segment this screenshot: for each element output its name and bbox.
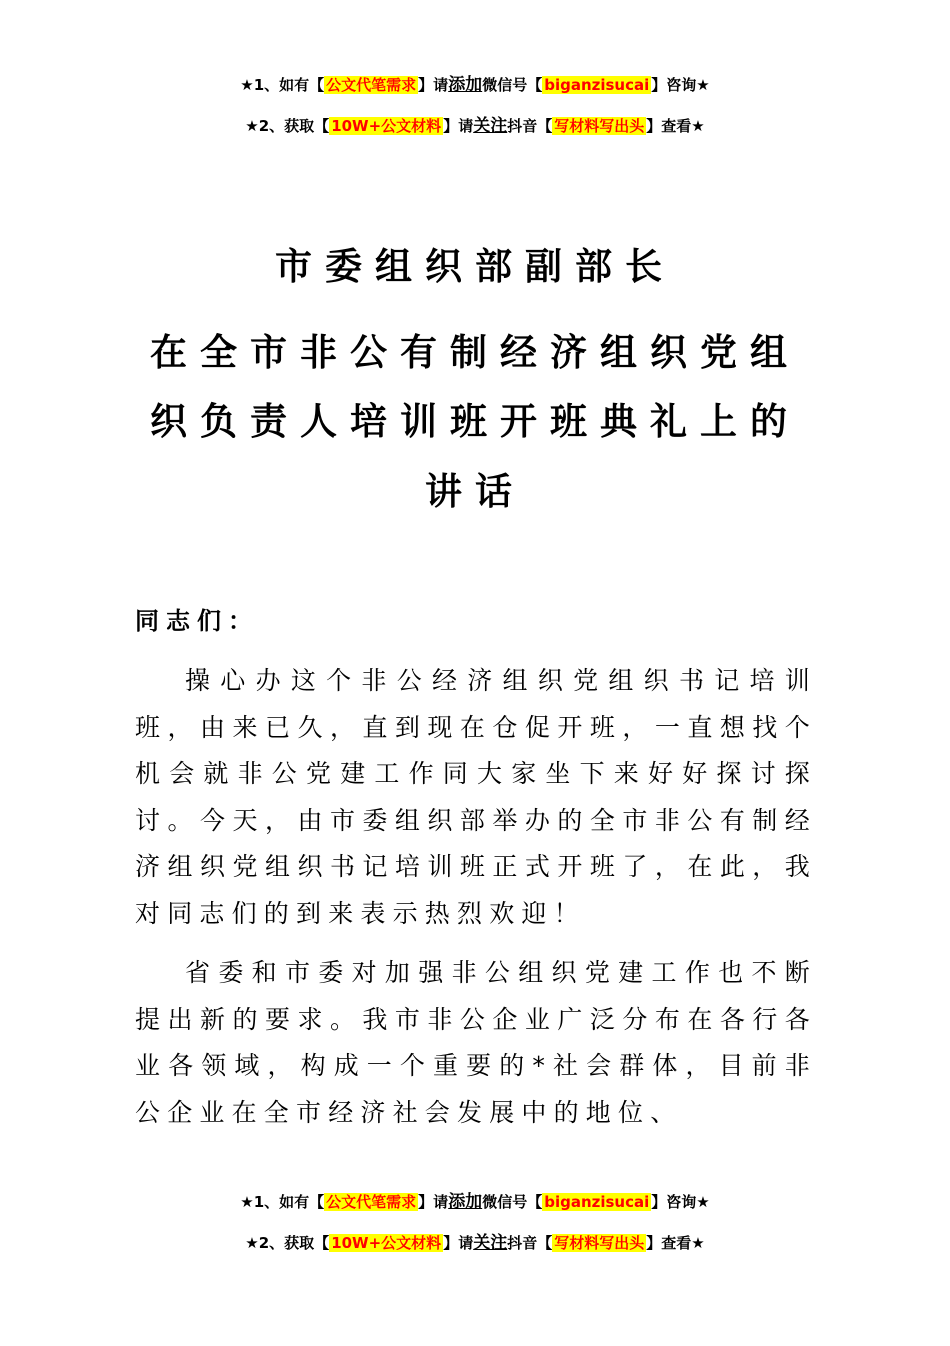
banner-text: 微信号【 [482, 1193, 543, 1211]
page-title-line2: 在全市非公有制经济组织党组 [150, 331, 800, 374]
banner-highlight-materials: 10W+公文材料 [331, 1234, 442, 1252]
banner-text: 】请 [443, 1234, 474, 1252]
banner-suffix: 】查看★ [646, 117, 705, 135]
banner-text: 】请 [418, 1193, 449, 1211]
banner-prefix: ★1、如有【 [240, 1193, 325, 1211]
banner-highlight-wechat-id: biganzisucai [544, 1193, 650, 1211]
body-paragraph-1: 操心办这个非公经济组织党组织书记培训班，由来已久，直到现在仓促开班，一直想找个机会就非公党建工作同大家坐下来好好探讨探讨。今天，由市委组织部举办的全市非公有制经济组织党组织书记培训班正式开班了，在此，我对同志们的到来表示热烈欢迎！ [135, 666, 817, 928]
banner-highlight-wechat-id: biganzisucai [544, 76, 650, 94]
body-paragraph-2: 省委和市委对加强非公组织党建工作也不断提出新的要求。我市非公企业广泛分布在各行各业各领域，构成一个重要的*社会群体，目前非公企业在全市经济社会发展中的地位、 [135, 958, 817, 1127]
page-title-line4: 讲话 [425, 470, 525, 513]
banner-emphasis: 添加 [448, 75, 483, 95]
banner-highlight-douyin: 写材料写出头 [554, 1234, 645, 1252]
banner-text: 】请 [443, 117, 474, 135]
banner-prefix: ★2、获取【 [245, 1234, 330, 1252]
banner-emphasis: 关注 [473, 1233, 508, 1253]
banner-text: 微信号【 [482, 76, 543, 94]
banner-highlight-service: 公文代笔需求 [326, 1193, 417, 1211]
banner-suffix: 】查看★ [646, 1234, 705, 1252]
banner-prefix: ★1、如有【 [240, 76, 325, 94]
promo-banner-top-line1 [0, 70, 950, 95]
banner-emphasis: 关注 [473, 116, 508, 136]
banner-suffix: 】咨询★ [651, 76, 710, 94]
banner-emphasis: 添加 [448, 1192, 483, 1212]
banner-text: 抖音【 [507, 1234, 553, 1252]
promo-banner-top-line2 [0, 111, 950, 136]
promo-banner-bottom-line1 [0, 1187, 950, 1212]
greeting: 同志们： [135, 607, 259, 635]
banner-suffix: 】咨询★ [651, 1193, 710, 1211]
banner-text: 】请 [418, 76, 449, 94]
banner-prefix: ★2、获取【 [245, 117, 330, 135]
page-title-line1: 市委组织部副部长 [275, 245, 675, 288]
banner-highlight-materials: 10W+公文材料 [331, 117, 442, 135]
banner-text: 抖音【 [507, 117, 553, 135]
banner-highlight-douyin: 写材料写出头 [554, 117, 645, 135]
banner-highlight-service: 公文代笔需求 [326, 76, 417, 94]
page-title-line3: 织负责人培训班开班典礼上的 [150, 400, 800, 443]
promo-banner-bottom-line2 [0, 1228, 950, 1253]
